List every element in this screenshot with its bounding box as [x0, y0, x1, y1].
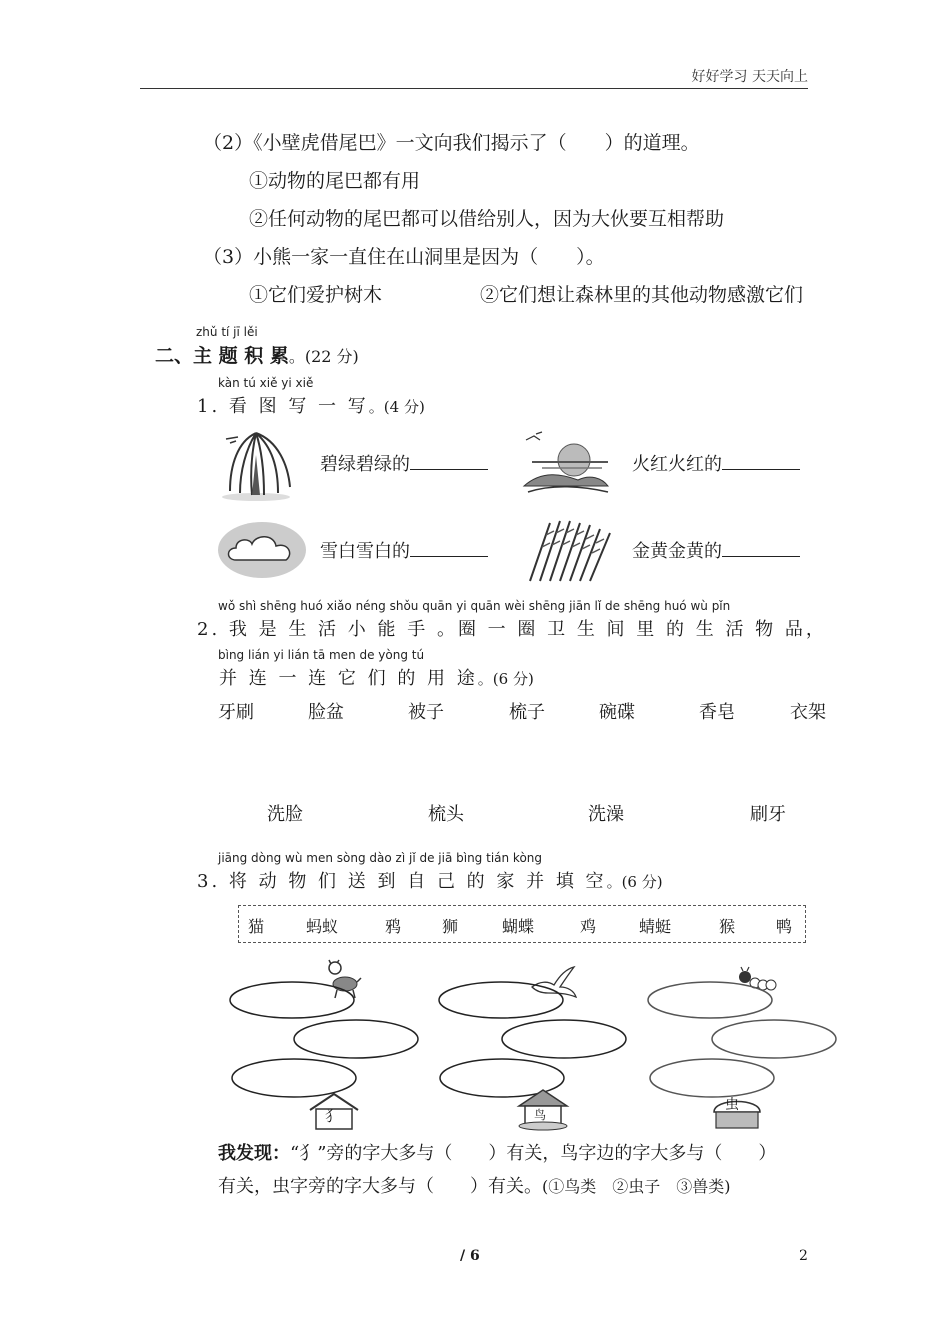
animal-word-5[interactable]: 蝴蝶	[502, 917, 535, 936]
animal-word-9[interactable]: 鸭	[776, 917, 793, 936]
discover-label: 我发现：	[218, 1143, 290, 1164]
sunset-image	[522, 430, 610, 496]
animal-word-3[interactable]: 鸦	[385, 917, 402, 936]
section-2-title: 二、主 题 积 累	[155, 345, 289, 367]
section-2-points: 。(22 分)	[288, 347, 359, 366]
task-1-item-1	[320, 450, 488, 476]
wheat-image	[520, 515, 616, 583]
task-1-item-2-text: 火红火红的	[632, 454, 722, 475]
task-1-item-1-text: 碧绿碧绿的	[320, 454, 410, 475]
task-2-line-2-text: 并 连 一 连 它 们 的 用 途	[219, 668, 478, 689]
header-divider	[140, 88, 808, 89]
task-1-points: 。(4 分)	[368, 398, 425, 416]
task-3-title: 3. 将 动 物 们 送 到 自 己 的 家 并 填 空	[197, 871, 607, 892]
task-2-pinyin-line-2: bìng lián yi lián tā men de yòng tú	[218, 648, 425, 662]
task-1-title: 1. 看 图 写 一 写	[197, 396, 369, 417]
willow-tree-image	[216, 425, 302, 501]
task-2-points: 。(6 分)	[477, 670, 534, 688]
task-2-item-2[interactable]: 脸盆	[308, 702, 344, 723]
section-2-pinyin: zhǔ tí jī lěi	[196, 325, 258, 339]
question-3-text: （3）小熊一家一直住在山洞里是因为（ ）。	[203, 246, 605, 268]
discover-line-2	[218, 1172, 731, 1198]
group-1-oval-1[interactable]	[228, 980, 358, 1020]
task-2-use-3[interactable]: 洗澡	[588, 804, 624, 825]
question-3-option-1: ①它们爱护树木	[249, 284, 383, 306]
task-1-heading	[197, 392, 425, 418]
task-1-item-4-text: 金黄金黄的	[632, 541, 722, 562]
question-3-option-2: ②它们想让森林里的其他动物感激它们	[480, 284, 804, 306]
task-1-item-2	[632, 450, 800, 476]
task-2-item-6[interactable]: 香皂	[699, 702, 735, 723]
footer-page-number: 2	[799, 1248, 808, 1264]
task-2-use-2[interactable]: 梳头	[428, 804, 464, 825]
discover-options: (①鸟类 ②虫子 ③兽类)	[542, 1177, 731, 1196]
animal-word-1[interactable]: 猫	[248, 917, 265, 936]
task-1-item-4	[632, 537, 800, 563]
task-1-item-3	[320, 537, 488, 563]
task-1-pinyin: kàn tú xiě yi xiě	[218, 376, 314, 390]
task-2-line-1: 2. 我 是 生 活 小 能 手 。圈 一 圈 卫 生 间 里 的 生 活 物 品，	[197, 619, 827, 640]
task-1-blank-2[interactable]	[722, 451, 800, 470]
task-2-item-5[interactable]: 碗碟	[599, 702, 635, 723]
task-1-blank-3[interactable]	[410, 538, 488, 557]
discover-line-2-text: 有关，虫字旁的字大多与（ ）有关。	[218, 1176, 542, 1197]
task-2-use-1[interactable]: 洗脸	[267, 804, 303, 825]
task-3-pinyin: jiāng dòng wù men sòng dào zì jǐ de jiā bìng tián kòng	[218, 851, 543, 865]
group-3-oval-2[interactable]	[710, 1018, 840, 1060]
question-2-text: （2）《小壁虎借尾巴》一文向我们揭示了（ ）的道理。	[203, 132, 700, 154]
task-1-item-3-text: 雪白雪白的	[320, 541, 410, 562]
header-slogan: 好好学习 天天向上	[691, 69, 808, 85]
insect-house-label: 虫	[725, 1097, 739, 1113]
task-3-points: 。(6 分)	[606, 873, 663, 891]
task-2-item-4[interactable]: 梳子	[509, 702, 545, 723]
task-1-blank-4[interactable]	[722, 538, 800, 557]
task-2-item-7[interactable]: 衣架	[790, 702, 826, 723]
group-2-oval-1[interactable]	[437, 980, 567, 1020]
question-2-option-1: ①动物的尾巴都有用	[249, 170, 421, 192]
animal-word-2[interactable]: 蚂蚁	[306, 917, 339, 936]
task-1-blank-1[interactable]	[410, 451, 488, 470]
group-1-oval-2[interactable]	[292, 1018, 422, 1060]
animal-word-7[interactable]: 蜻蜓	[639, 917, 672, 936]
beast-house-label: 犭	[325, 1109, 339, 1125]
discover-line-1-text: “犭”旁的字大多与（ ）有关，鸟字边的字大多与（ ）	[290, 1143, 777, 1164]
task-3-heading	[197, 867, 663, 893]
footer-page-total: / 6	[460, 1248, 480, 1264]
bird-house-label: 鸟	[534, 1108, 547, 1122]
cloud-image	[216, 518, 308, 580]
task-2-use-4[interactable]: 刷牙	[750, 804, 786, 825]
task-2-line-2	[219, 664, 534, 690]
animal-word-8[interactable]: 猴	[719, 917, 736, 936]
task-2-item-1[interactable]: 牙刷	[218, 702, 254, 723]
task-2-pinyin-line-1: wǒ shì shēng huó xiǎo néng shǒu quān yi quān wèi shēng jiān lǐ de shēng huó wù pǐn	[218, 599, 731, 613]
animal-word-4[interactable]: 狮	[442, 917, 459, 936]
task-2-item-3[interactable]: 被子	[408, 702, 444, 723]
discover-line-1	[218, 1139, 776, 1165]
group-3-oval-1[interactable]	[646, 980, 776, 1020]
group-2-oval-2[interactable]	[500, 1018, 630, 1060]
animal-word-6[interactable]: 鸡	[580, 917, 597, 936]
question-2-option-2: ②任何动物的尾巴都可以借给别人，因为大伙要互相帮助	[249, 208, 725, 230]
section-2-heading	[155, 341, 359, 368]
